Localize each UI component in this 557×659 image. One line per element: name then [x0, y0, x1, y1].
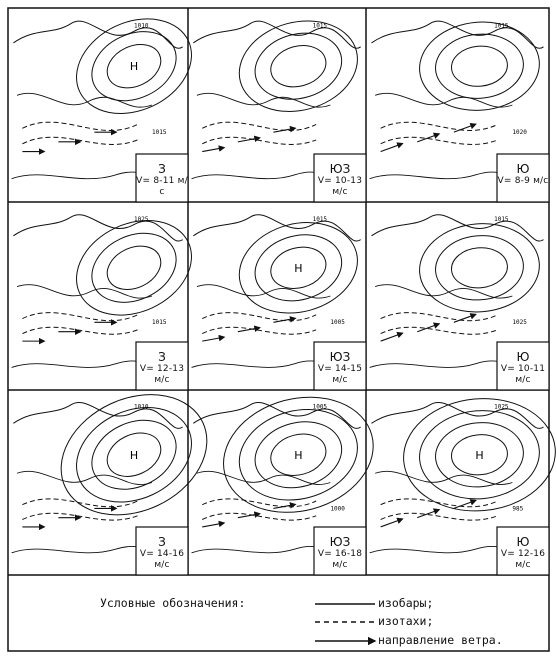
- isotach: [22, 137, 137, 144]
- panel-label-r1c3: [497, 162, 549, 187]
- isotach: [381, 499, 498, 507]
- wind-speed: V= 14-15 м/с: [317, 364, 363, 386]
- panel-label-r3c1: [136, 535, 188, 571]
- wind-speed: V= 14-16 м/с: [139, 549, 185, 571]
- wind-arrow: [202, 148, 224, 152]
- pressure-center-label: Н: [294, 261, 303, 275]
- wind-speed: V= 12-16 м/с: [500, 549, 546, 571]
- coastline: [17, 285, 152, 298]
- isobar-value: 1015: [152, 319, 167, 327]
- coastline: [375, 93, 512, 107]
- isobar-value: 1020: [512, 129, 527, 137]
- isobar-value: 1015: [312, 215, 328, 223]
- coastline: [13, 402, 182, 428]
- isobar: [248, 24, 350, 109]
- isobar: [266, 40, 330, 93]
- wind-arrow: [381, 519, 403, 527]
- isobar: [100, 238, 168, 298]
- wind-speed: V= 16-18 м/с: [317, 549, 363, 571]
- maps-layer: [12, 1, 557, 558]
- isobar-value: 1015: [312, 22, 328, 30]
- coastline: [193, 215, 360, 241]
- isotach: [381, 513, 498, 520]
- wind-speed: V= 8-9 м/с: [497, 176, 549, 187]
- wind-direction: З: [158, 162, 166, 176]
- isobar-value: 1015: [494, 22, 509, 30]
- panel-label-r1c2: [314, 162, 366, 198]
- wind-speed: V= 12-13 м/с: [139, 364, 185, 386]
- isotach: [22, 499, 137, 507]
- wind-speed: V= 10-11 м/с: [500, 364, 546, 386]
- pressure-center-label: Н: [475, 448, 484, 462]
- wind-arrow: [238, 328, 260, 332]
- coastline: [13, 21, 182, 48]
- pressure-center-label: Н: [129, 60, 139, 74]
- wind-arrow: [381, 144, 403, 152]
- wind-direction: Ю: [516, 350, 530, 364]
- panel-label-r1c1: [136, 162, 188, 198]
- isobar: [81, 220, 188, 315]
- legend-item-isobars: изобары;: [378, 596, 434, 610]
- isotach: [202, 499, 316, 507]
- isobar-value: 1005: [312, 403, 328, 411]
- coastline: [371, 402, 543, 428]
- isotach: [381, 122, 498, 130]
- isobar: [450, 44, 509, 89]
- isobar: [416, 219, 543, 317]
- isotach: [22, 122, 137, 130]
- wind-direction: З: [158, 350, 166, 364]
- legend-item-wind: направление ветра.: [378, 633, 503, 647]
- wind-arrow: [381, 333, 403, 341]
- wind-arrow: [202, 523, 224, 527]
- isobar: [450, 245, 509, 290]
- panel-label-r2c1: [136, 350, 188, 386]
- wind-direction: З: [158, 535, 166, 549]
- isotach: [381, 137, 498, 144]
- pressure-center-label: Н: [294, 448, 303, 462]
- wind-direction: ЮЗ: [329, 535, 351, 549]
- coastline: [375, 285, 512, 298]
- coastline: [17, 471, 152, 484]
- isobar-value: 1025: [494, 403, 509, 411]
- wind-speed: V= 10-13 м/с: [317, 176, 363, 198]
- isotach: [202, 122, 316, 130]
- wind-arrow: [454, 314, 476, 322]
- isobar-value: 1015: [494, 215, 509, 223]
- legend-title: Условные обозначения:: [100, 596, 246, 610]
- isobar-value: 1025: [512, 319, 527, 327]
- isobar-value: 1005: [330, 319, 345, 327]
- map-panel-r3c1: [12, 372, 227, 559]
- coastline: [371, 21, 543, 48]
- coastline: [375, 471, 512, 484]
- isobar-value: 1000: [330, 505, 345, 513]
- isobar: [416, 17, 543, 115]
- wind-arrow: [454, 124, 476, 132]
- isobar-value: 985: [512, 505, 524, 513]
- coastline: [13, 215, 182, 241]
- wind-arrow: [202, 337, 224, 341]
- isobar: [433, 30, 526, 101]
- wind-arrow: [238, 138, 260, 142]
- isotach: [22, 313, 137, 321]
- wind-direction: ЮЗ: [329, 162, 351, 176]
- legend-item-isotachs: изотахи;: [378, 614, 434, 628]
- isotach: [22, 327, 137, 334]
- panel-label-r3c2: [314, 535, 366, 571]
- isotach: [381, 313, 498, 321]
- isobar-value: 1010: [134, 403, 149, 411]
- wind-arrow: [238, 514, 260, 518]
- isobar-value: 1025: [134, 215, 149, 223]
- wind-direction: Ю: [516, 535, 530, 549]
- wind-arrow: [454, 500, 476, 508]
- isobar: [229, 8, 368, 124]
- panel-label-r2c2: [314, 350, 366, 386]
- panel-label-r3c3: [497, 535, 549, 571]
- isotach: [381, 327, 498, 334]
- outer-frame: [8, 8, 549, 651]
- isotach: [202, 313, 316, 321]
- isobar-value: 1015: [152, 129, 167, 137]
- isobar-value: 1010: [134, 22, 149, 30]
- wind-direction: ЮЗ: [329, 350, 351, 364]
- isotach: [22, 513, 137, 520]
- coastline: [197, 93, 331, 107]
- pressure-center-label: Н: [129, 448, 139, 462]
- wind-speed: V= 8-11 м/с: [136, 176, 188, 198]
- panel-label-r2c3: [497, 350, 549, 386]
- wind-direction: Ю: [516, 162, 530, 176]
